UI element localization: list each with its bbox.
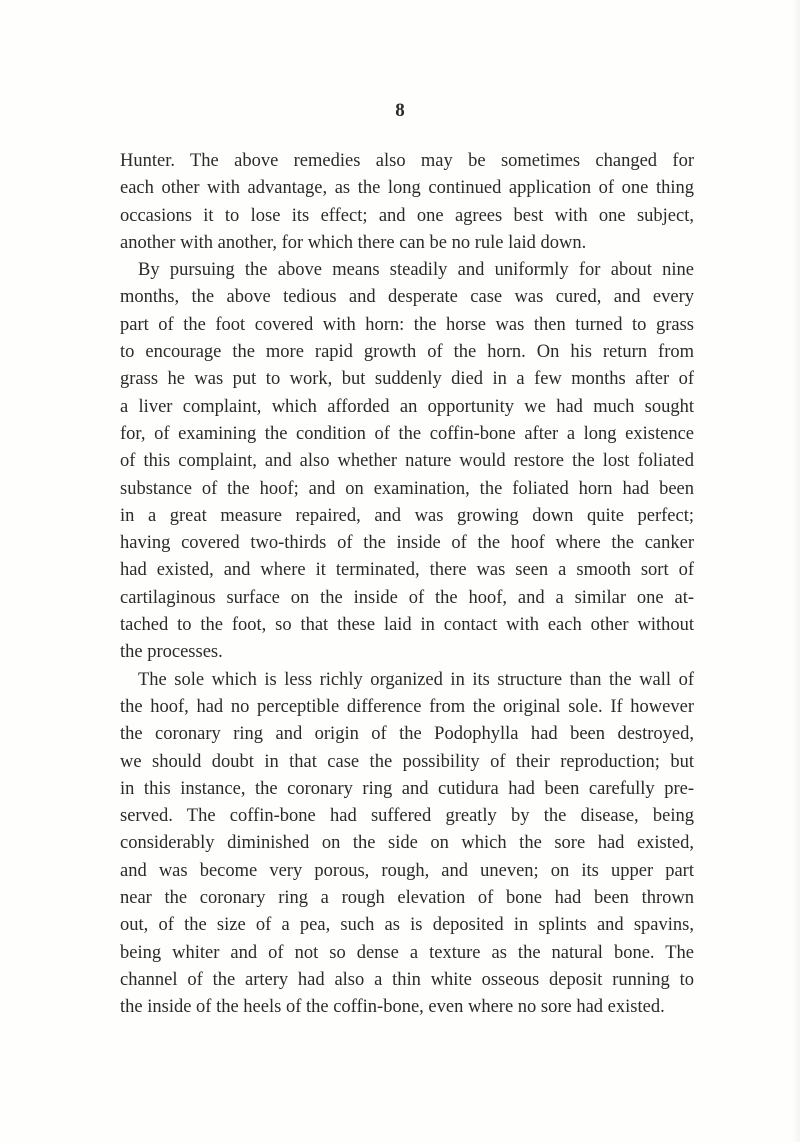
text-line: tached to the foot, so that these laid in contact with each other without	[120, 615, 694, 636]
text-line: the hoof, had no perceptible difference from the original sole. If however	[120, 696, 694, 717]
text-line: months, the above tedious and desperate case was cured, and every	[120, 287, 694, 308]
text-line: of this complaint, and also whether nature would restore the lost foliated	[120, 451, 694, 472]
text-line: the processes.	[120, 642, 223, 663]
text-line: substance of the hoof; and on examination, the foliated horn had been	[120, 478, 694, 499]
text-line: being whiter and of not so dense a texture as the natural bone. The	[120, 942, 694, 963]
text-line: a liver complaint, which afforded an opportunity we had much sought	[120, 396, 694, 417]
text-line: the coronary ring and origin of the Podophylla had been destroyed,	[120, 724, 694, 745]
text-line: we should doubt in that case the possibility of their reproduction; but	[120, 751, 694, 772]
text-line: out, of the size of a pea, such as is deposited in splints and spavins,	[120, 915, 694, 936]
text-line: and was become very porous, rough, and uneven; on its upper part	[120, 860, 694, 881]
text-line: channel of the artery had also a thin white osseous deposit running to	[120, 969, 694, 990]
text-line: near the coronary ring a rough elevation of bone had been thrown	[120, 888, 694, 909]
text-line: considerably diminished on the side on which the sore had existed,	[120, 833, 694, 854]
text-line: for, of examining the condition of the coffin-bone after a long existence	[120, 423, 694, 444]
text-line: had existed, and where it terminated, there was seen a smooth sort of	[120, 560, 694, 581]
text-line: cartilaginous surface on the inside of the hoof, and a similar one at-	[120, 587, 694, 608]
text-line: served. The coffin-bone had suffered greatly by the disease, being	[120, 806, 694, 827]
text-line: having covered two-thirds of the inside of the hoof where the canker	[120, 533, 694, 554]
text-line: Hunter. The above remedies also may be sometimes changed for	[120, 151, 694, 171]
text-line: By pursuing the above means steadily and uniformly for about nine	[138, 260, 694, 281]
text-line: the inside of the heels of the coffin-bone, even where no sore had existed.	[120, 997, 665, 1018]
text-line: another with another, for which there can be no rule laid down.	[120, 232, 587, 253]
text-line: in a great measure repaired, and was growing down quite perfect;	[120, 505, 694, 526]
text-line: part of the foot covered with horn: the horse was then turned to grass	[120, 314, 694, 335]
text-line: each other with advantage, as the long continued application of one thing	[120, 178, 694, 199]
body-text	[120, 148, 694, 1022]
text-line: in this instance, the coronary ring and cutidura had been carefully pre-	[120, 778, 694, 799]
text-line: to encourage the more rapid growth of the horn. On his return from	[120, 342, 694, 363]
text-line: grass he was put to work, but suddenly died in a few months after of	[120, 369, 694, 390]
page-number: 8	[395, 100, 405, 121]
page-edge-shadow	[792, 0, 800, 1142]
text-line: occasions it to lose its effect; and one agrees best with one subject,	[120, 205, 694, 226]
text-line: The sole which is less richly organized in its structure than the wall of	[138, 669, 694, 690]
